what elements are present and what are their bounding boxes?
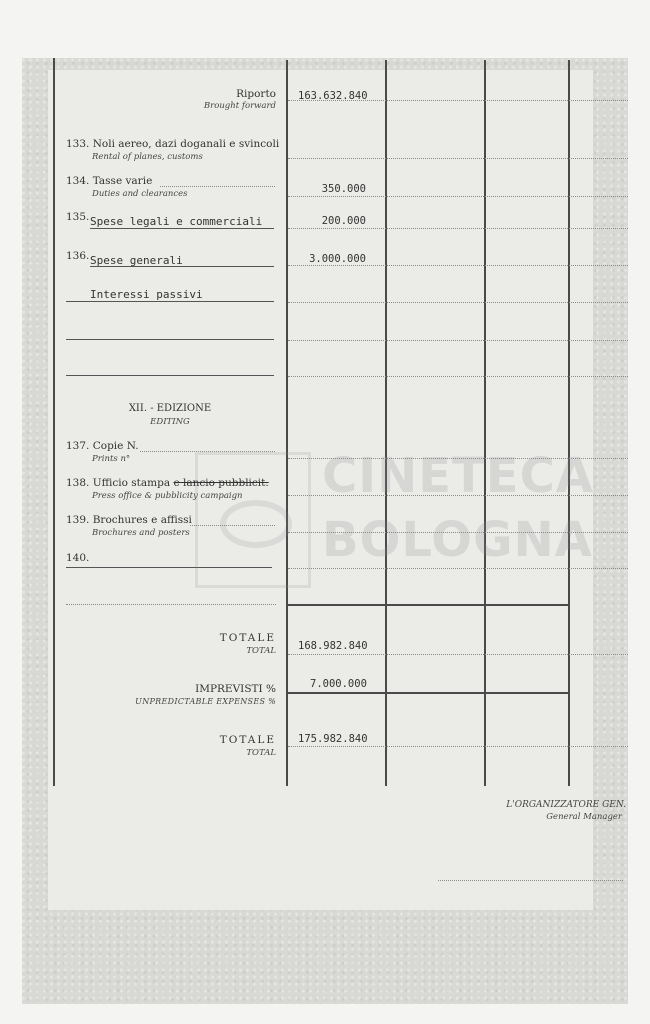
row-rule [288,302,628,303]
total-1-english: TOTAL [246,646,276,656]
row-rule [288,265,628,266]
interessi-typed-label: Interessi passivi [90,288,203,301]
entry-underline [90,266,274,267]
item-133-label: 133. Noli aereo, dazi doganali e svincoli [66,138,280,150]
section-subtitle: EDITING [150,417,190,427]
brought-forward-label: Brought forward [203,101,276,111]
total-1-amount: 168.982.840 [298,640,368,652]
item-139-english: Brochures and posters [92,528,190,538]
riporto-label: Riporto [236,88,276,100]
item-137-label: 137. Copie N. [66,440,139,452]
blank-entry-line [66,375,274,376]
signature-title: L'ORGANIZZATORE GEN. [506,800,626,810]
item-135-number: 135. [66,211,90,223]
item-140-label: 140. [66,552,90,564]
item-135-typed-label: Spese legali e commerciali [90,215,263,228]
row-rule [288,568,628,569]
item-136-typed-label: Spese generali [90,254,183,267]
row-rule [66,604,276,605]
item-136-amount: 3.000.000 [309,253,366,265]
row-rule [288,746,628,747]
riporto-amount: 163.632.840 [298,90,368,102]
column-divider-3 [484,60,486,786]
row-rule [288,158,628,159]
item-134-amount: 350.000 [321,183,366,195]
row-rule [288,228,628,229]
total-2-english: TOTAL [246,748,276,758]
column-divider-amount [286,60,288,786]
row-rule [288,376,628,377]
signature-subtitle: General Manager [546,812,622,822]
watermark-logo [195,452,311,588]
imprevisti-english: UNPREDICTABLE EXPENSES % [135,697,276,706]
item-139-label: 139. Brochures e affissi [66,514,192,526]
imprevisti-label: IMPREVISTI % [195,683,276,695]
item-135-amount: 200.000 [321,215,366,227]
leader-dots [160,186,275,187]
signature-line [438,880,623,881]
left-border-line [53,58,55,786]
item-134-label: 134. Tasse varie [66,175,153,187]
total-2-label: TOTALE [219,734,276,746]
row-rule [288,340,628,341]
item-133-english: Rental of planes, customs [92,152,203,162]
watermark-eye-icon [220,500,292,548]
item-138-english: Press office & pubblicity campaign [92,491,243,501]
row-rule [288,196,628,197]
row-rule [288,654,628,655]
watermark-line-2: BOLOGNA [322,512,593,568]
total-1-label: TOTALE [219,632,276,644]
item-136-number: 136. [66,250,90,262]
total-2-amount: 175.982.840 [298,733,368,745]
watermark-line-1: CINETECA [322,448,594,504]
item-138-label-struck: e lancio pubblicit. [173,477,269,489]
blank-entry-line [66,339,274,340]
column-divider-2 [385,60,387,786]
entry-underline [90,228,274,229]
column-divider-4 [568,60,570,786]
imprevisti-rule [286,692,570,694]
item-137-english: Prints n° [92,454,131,464]
imprevisti-amount: 7.000.000 [310,678,367,690]
item-134-english: Duties and clearances [92,189,188,199]
section-title: XII. - EDIZIONE [128,403,212,414]
entry-underline [66,301,274,302]
totals-top-rule [286,604,570,606]
item-138-label-main: 138. Ufficio stampa [66,477,171,489]
